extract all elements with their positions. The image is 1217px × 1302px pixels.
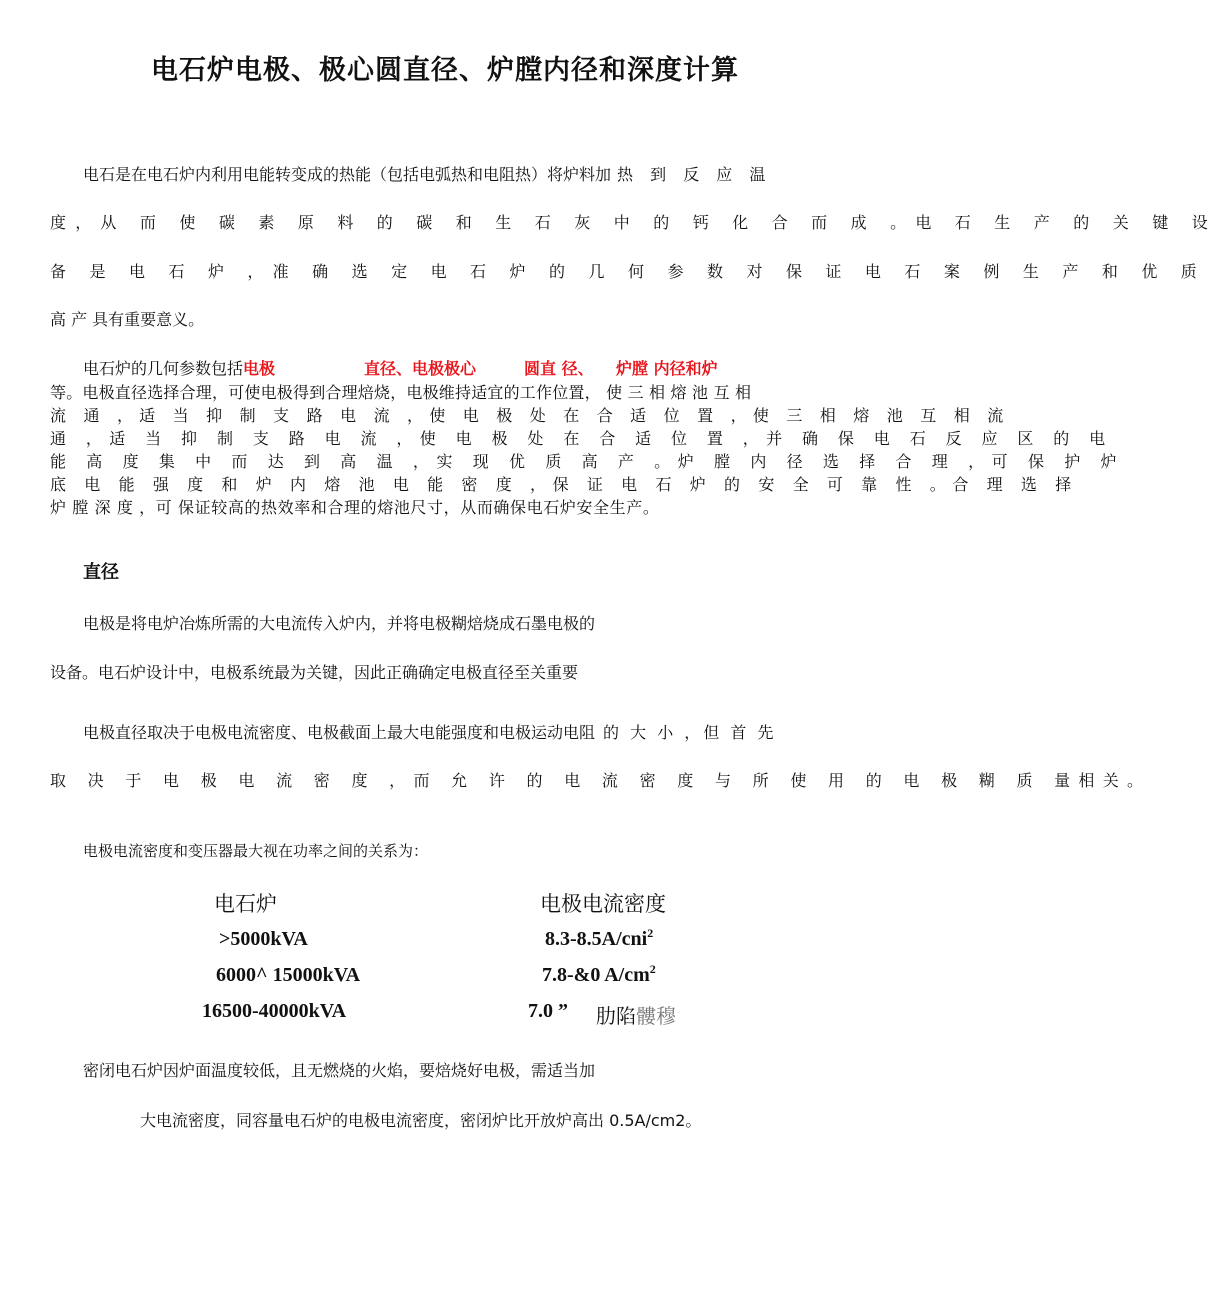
- intro-line-1-tail: 热 到 反 应 温: [617, 165, 772, 184]
- electrode-line-3: [83, 720, 776, 743]
- params-line-6: 底 电 能 强 度 和 炉 内 熔 池 电 能 密 度 ，保 证 电 石 炉 的 安 全 可 靠 性 。合 理 选 择: [50, 475, 1078, 494]
- intro-line-1: [83, 162, 771, 185]
- params-line-7: 炉 膛 深 度 ，可 保证较高的热效率和合理的熔池尺寸，从而确保电石炉安全生产。: [50, 498, 660, 517]
- table-row-3-density: 7.0 ”: [528, 1000, 568, 1022]
- params-red-electrode: 电极: [243, 359, 276, 378]
- closed-line-1: 密闭电石炉因炉面温度较低，且无燃烧的火焰，要焙烧好电极，需适当加: [83, 1061, 596, 1080]
- table-row-3-extra-gray: 髏穆: [636, 1004, 676, 1028]
- electrode-line-4: 取 决 于 电 极 电 流 密 度 ，而 允 许 的 电 流 密 度 与 所 使 用 的 电 极 糊 质 量相关。: [50, 771, 1152, 790]
- electrode-line-1: 电极是将电炉冶炼所需的大电流传入炉内，并将电极糊焙烧成石墨电极的: [83, 614, 596, 633]
- params-lead: 电石炉的几何参数包括: [83, 359, 244, 378]
- table-row-2-density: [542, 964, 656, 987]
- table-header-density: 电极电流密度: [540, 892, 666, 916]
- table-row-1-density-sup: 2: [647, 926, 654, 940]
- params-line-1: [83, 356, 275, 379]
- params-red-diameter: 直径、电极极心: [364, 359, 477, 378]
- document-title: 电石炉电极、极心圆直径、炉膛内径和深度计算: [151, 55, 739, 86]
- closed-line-2: 大电流密度，同容量电石炉的电极电流密度，密闭炉比开放炉高出 0.5A/cm2。: [140, 1111, 702, 1130]
- intro-line-2: 度，从 而 使 碳 素 原 料 的 碳 和 生 石 灰 中 的 钙 化 合 而 成 。电 石 生 产 的 关 键 设: [50, 213, 1217, 232]
- electrode-line-3-tail: 的 大 小 ，但 首 先: [603, 723, 777, 742]
- intro-line-4: 高 产 具有重要意义。: [50, 310, 205, 329]
- section-heading-diameter: 直径: [83, 562, 119, 583]
- table-row-1-furnace: >5000kVA: [219, 928, 308, 950]
- intro-line-1-text: 电石是在电石炉内利用电能转变成的热能（包括电弧热和电阻热）将炉料加: [83, 165, 612, 184]
- intro-line-3: 备 是 电 石 炉 ，准 确 选 定 电 石 炉 的 几 何 参 数 对 保 证 电 石 案 例 生 产 和 优 质: [50, 262, 1207, 281]
- table-row-2-density-sup: 2: [649, 962, 656, 976]
- params-line-4: 通 ，适 当 抑 制 支 路 电 流 ，使 电 极 处 在 合 适 位 置 ，并 确 保 电 石 反 应 区 的 电: [50, 429, 1113, 448]
- table-row-1-density-value: 8.3-8.5A/cni: [545, 928, 648, 950]
- relation-line: 电极电流密度和变压器最大视在功率之间的关系为：: [83, 842, 429, 860]
- params-red-circle: 圆直 径、: [524, 359, 594, 378]
- params-red-hearth: 炉膛 内径和炉: [616, 359, 718, 378]
- table-row-2-furnace: 6000^ 15000kVA: [216, 964, 361, 986]
- table-header-furnace: 电石炉: [214, 892, 277, 916]
- table-row-1-density: [545, 928, 653, 951]
- table-row-3-furnace: 16500-40000kVA: [202, 1000, 347, 1022]
- params-line-3: 流 通 ，适 当 抑 制 支 路 电 流 ，使 电 极 处 在 合 适 位 置 ，使 三 相 熔 池 互 相 流: [50, 406, 1010, 425]
- electrode-line-3-text: 电极直径取决于电极电流密度、电极截面上最大电能强度和电极运动电阻: [83, 723, 596, 742]
- params-line-2: 等。电极直径选择合理，可使电极得到合理焙烧，电极维持适宜的工作位置， 使 三 相 熔 池 互 相: [50, 383, 752, 402]
- table-row-3-extra: [596, 1000, 676, 1029]
- electrode-line-2: 设备。电石炉设计中，电极系统最为关键，因此正确确定电极直径至关重要: [50, 663, 579, 682]
- params-line-5: 能 高 度 集 中 而 达 到 高 温 ，实 现 优 质 高 产 。炉 膛 内 径 选 择 合 理 ，可 保 护 炉: [50, 452, 1125, 471]
- table-row-2-density-value: 7.8-&0 A/cm: [542, 964, 650, 986]
- table-row-3-extra-text: 肋陷: [596, 1004, 636, 1028]
